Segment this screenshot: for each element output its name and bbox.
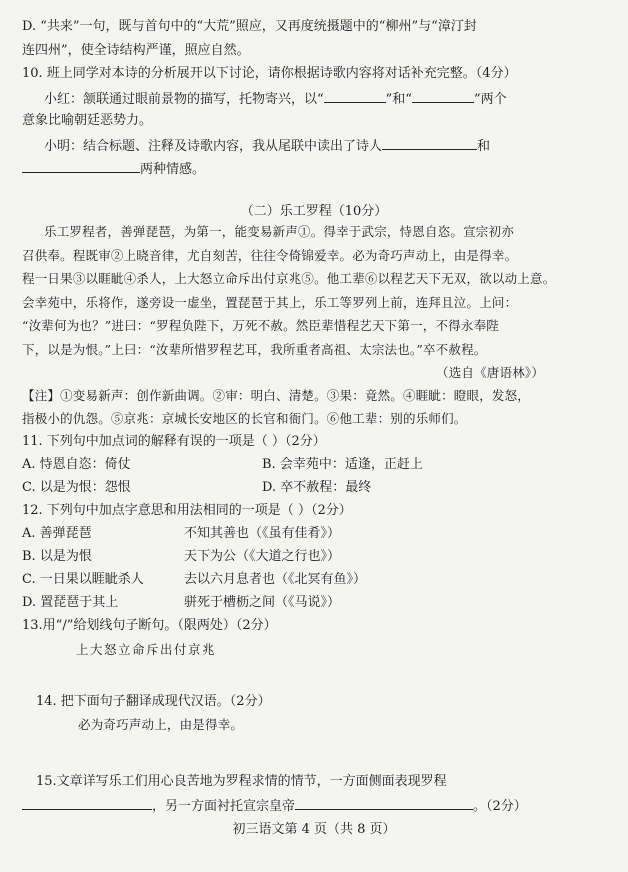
q12-option-d-right: 骈死于槽枥之间（《马说》） [184, 595, 341, 610]
q10-xiaoming-text-c: 两种情感。 [140, 162, 206, 177]
q12-option-c-right: 去以六月息者也（《北冥有鱼》） [184, 572, 367, 587]
passage-line-4: 会幸苑中，乐将作，遂旁设一虚坐，置琵琶于其上，乐工等罗列上前，连拜且泣。上问： [22, 295, 518, 310]
q11-option-d[interactable]: D. 卒不赦程：最终 [262, 480, 372, 495]
q14-sentence: 必为奇巧声动上，由是得幸。 [78, 717, 244, 732]
q12-option-d-left[interactable]: D. 置琵琶于其上 [22, 595, 119, 610]
q13-sentence[interactable]: 上大怒立命斥出付京兆 [76, 642, 217, 657]
q10-xiaoming-line2 [22, 160, 205, 178]
q12-option-c-left[interactable]: C. 一日果以睚眦杀人 [22, 572, 144, 587]
q11-option-a[interactable]: A. 恃恩自恣：倚仗 [22, 457, 131, 472]
notes-line-1: 【注】①变易新声：创作新曲调。②审：明白、清楚。③果：竟然。④睚眦：瞪眼，发怒， [22, 388, 531, 403]
notes-line-2: 指极小的仇怨。⑤京兆：京城长安地区的长官和衙门。⑥他工辈：别的乐师们。 [22, 411, 467, 426]
q15-text-mid: ，另一方面衬托宣宗皇帝 [152, 799, 296, 814]
q10-xiaohong-line2: 意象比喻朝廷恶势力。 [22, 113, 153, 128]
q11-option-b[interactable]: B. 会幸苑中：适逢，正赶上 [262, 457, 423, 472]
passage-line-6: 下，以是为恨。”上曰：“汝辈所惜罗程艺耳，我所重者高祖、太宗法也。”卒不赦程。 [22, 342, 487, 357]
q11-option-c[interactable]: C. 以是为恨：怨恨 [22, 480, 131, 495]
q10-blank-emotion1[interactable] [382, 137, 477, 150]
q12-option-b-right: 天下为公（《大道之行也》） [184, 549, 341, 564]
q10-xiaoming-line1 [44, 137, 490, 155]
passage-line-3: 程一日果③以睚眦④杀人，上大怒立命斥出付京兆⑤。他工辈⑥以程艺天下无双，欲以动上意。 [22, 271, 556, 286]
q9-option-d-line2: 连四州”，使全诗结构严谨，照应自然。 [22, 43, 250, 58]
q10-blank-emotion2[interactable] [22, 160, 140, 173]
q9-option-d-line1: D. “共来”一句，既与首句中的“大荒”照应，又再度统摄题中的“柳州”与“漳汀封 [22, 19, 477, 34]
q15-blank-2[interactable] [295, 797, 473, 810]
q12-option-a-right: 不知其善也（《虽有佳肴》） [184, 526, 341, 541]
q14-stem: 14. 把下面句子翻译成现代汉语。（2分） [36, 694, 271, 709]
q10-blank-image2[interactable] [412, 90, 474, 103]
q15-blank-1[interactable] [22, 797, 152, 810]
q10-blank-image1[interactable] [324, 90, 386, 103]
passage-line-2: 召供奉。程既审②上晓音律，尤自刻苦，往往令倚锦爱幸。必为奇巧声动上，由是得幸。 [22, 248, 518, 263]
q10-xiaoming-text-a: 小明：结合标题、注释及诗歌内容，我从尾联中读出了诗人 [44, 139, 383, 154]
q10-xiaohong-text-b: ”和“ [385, 92, 412, 107]
section-title: （二）乐工罗程（10分） [240, 204, 388, 219]
passage-source: （选自《唐语林》） [436, 365, 545, 380]
q13-stem: 13.用“/”给划线句子断句。（限两处）（2分） [22, 618, 277, 633]
q10-xiaohong-line1 [44, 90, 507, 108]
q11-stem: 11. 下列句中加点词的解释有误的一项是（ ）（2分） [22, 434, 326, 449]
q15-line2 [22, 797, 527, 815]
q12-option-b-left[interactable]: B. 以是为恨 [22, 549, 92, 564]
q10-xiaohong-text-c: ”两个 [473, 92, 507, 107]
q15-text-end: 。（2分） [473, 799, 527, 814]
passage-line-1: 乐工罗程者，善弹琵琶，为第一，能变易新声①。得幸于武宗，恃恩自恣。宣宗初亦 [44, 224, 514, 239]
q10-stem: 10. 班上同学对本诗的分析展开以下讨论，请你根据诗歌内容将对话补充完整。（4分） [22, 66, 517, 81]
q10-xiaohong-text-a: 小红：颔联通过眼前景物的描写，托物寄兴，以“ [44, 92, 324, 107]
q12-stem: 12. 下列句中加点字意思和用法相同的一项是（ ）（2分） [22, 503, 352, 518]
q15-stem: 15.文章详写乐工们用心良苦地为罗程求情的情节，一方面侧面表现罗程 [36, 774, 447, 789]
q10-xiaoming-text-b: 和 [477, 139, 491, 154]
page-footer: 初三语文第 4 页（共 8 页） [232, 822, 396, 837]
passage-line-5: “汝辈何为也？”进曰：“罗程负陛下，万死不赦。然臣辈惜程艺天下第一，不得永奉陛 [22, 318, 499, 333]
q12-option-a-left[interactable]: A. 善弹琵琶 [22, 526, 92, 541]
